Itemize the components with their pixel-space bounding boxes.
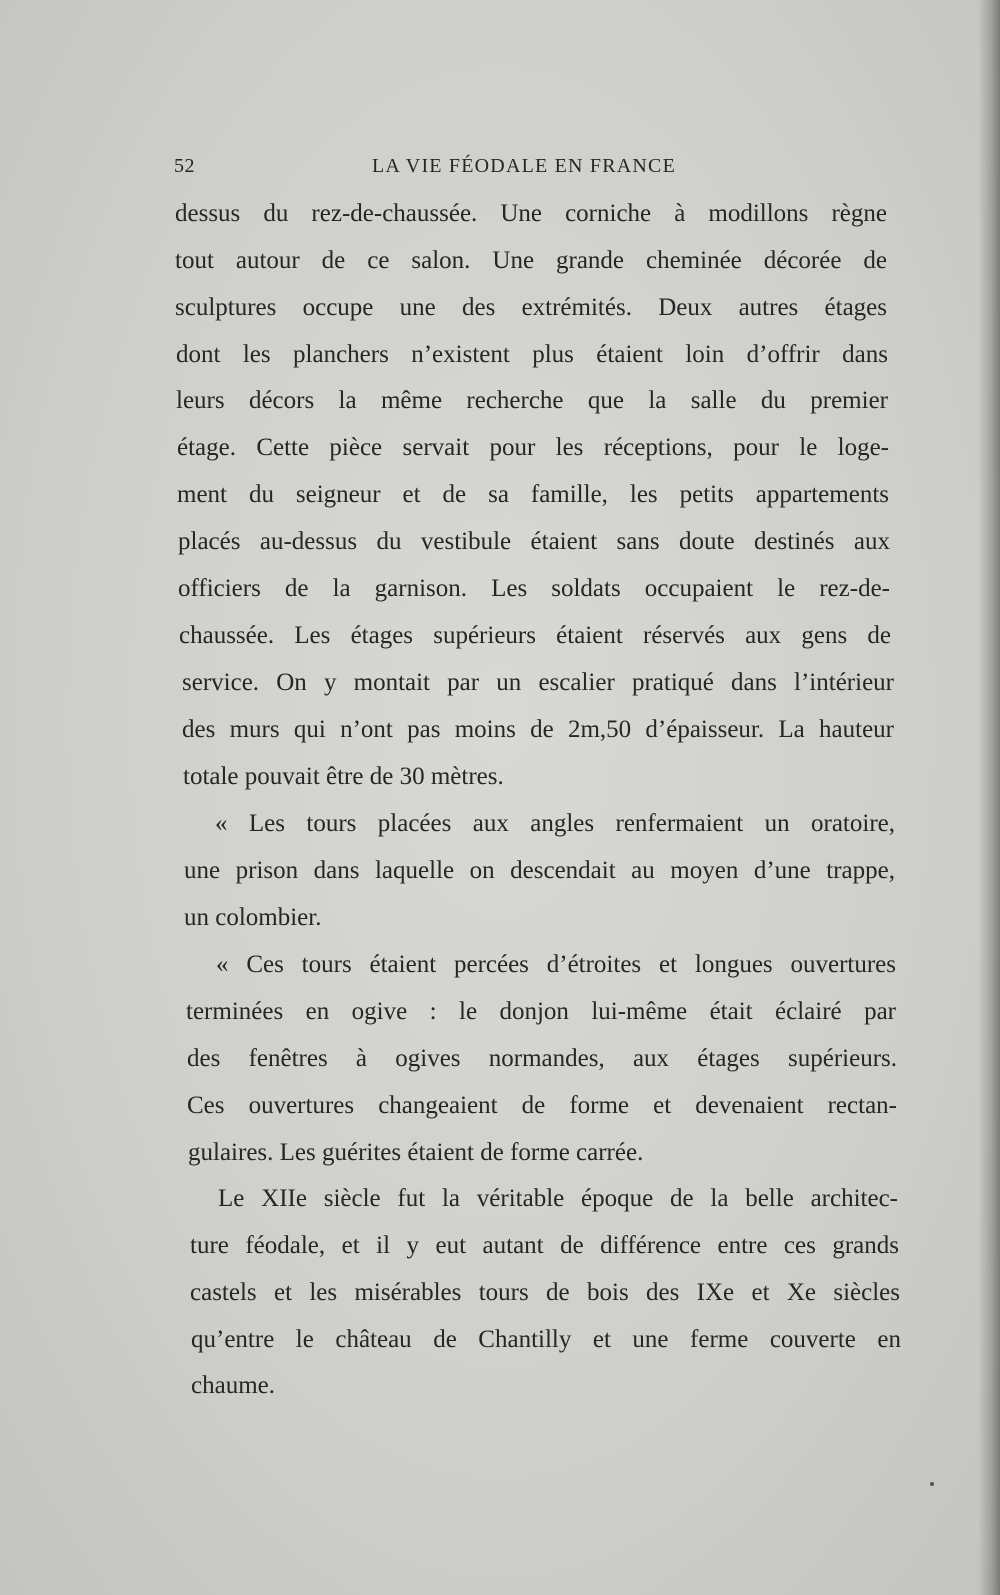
text-line: ture féodale, et il y eut autant de différence entre ces grands	[190, 1232, 899, 1259]
running-title: LA VIE FÉODALE EN FRANCE	[372, 155, 676, 177]
text-line: « Les tours placées aux angles renfermaient un oratoire,	[215, 810, 895, 837]
text-line: chaume.	[191, 1372, 275, 1399]
text-line: placés au-dessus du vestibule étaient sans doute destinés aux	[178, 528, 890, 555]
text-line: Le XIIe siècle fut la véritable époque de la belle architec-	[218, 1185, 898, 1212]
paper-speck	[930, 1482, 934, 1486]
text-line: Ces ouvertures changeaient de forme et devenaient rectan-	[187, 1092, 897, 1119]
page-number: 52	[174, 155, 195, 177]
text-line: un colombier.	[184, 904, 322, 931]
text-line: sculptures occupe une des extrémités. Deux autres étages	[175, 294, 887, 321]
text-line: des murs qui n’ont pas moins de 2m,50 d’épaisseur. La hauteur	[182, 716, 894, 743]
text-line: service. On y montait par un escalier pratiqué dans l’intérieur	[182, 669, 894, 696]
text-line: des fenêtres à ogives normandes, aux étages supérieurs.	[187, 1045, 897, 1072]
text-line: terminées en ogive : le donjon lui-même était éclairé par	[186, 998, 896, 1025]
text-line: totale pouvait être de 30 mètres.	[183, 763, 504, 790]
text-line: tout autour de ce salon. Une grande cheminée décorée de	[175, 247, 887, 274]
text-line: chaussée. Les étages supérieurs étaient réservés aux gens de	[179, 622, 891, 649]
text-line: étage. Cette pièce servait pour les réceptions, pour le loge-	[177, 434, 889, 461]
text-line: leurs décors la même recherche que la salle du premier	[176, 387, 888, 414]
text-line: officiers de la garnison. Les soldats occupaient le rez-de-	[178, 575, 890, 602]
text-line: ment du seigneur et de sa famille, les petits appartements	[177, 481, 889, 508]
text-line: une prison dans laquelle on descendait au moyen d’une trappe,	[184, 857, 895, 884]
text-line: qu’entre le château de Chantilly et une ferme couverte en	[191, 1326, 901, 1353]
text-line: dessus du rez-de-chaussée. Une corniche à modillons règne	[175, 200, 887, 227]
text-line: « Ces tours étaient percées d’étroites et longues ouvertures	[216, 951, 896, 978]
text-line: gulaires. Les guérites étaient de forme carrée.	[188, 1139, 644, 1166]
text-line: castels et les misérables tours de bois des IXe et Xe siècles	[190, 1279, 900, 1306]
text-line: dont les planchers n’existent plus étaient loin d’offrir dans	[176, 341, 888, 368]
